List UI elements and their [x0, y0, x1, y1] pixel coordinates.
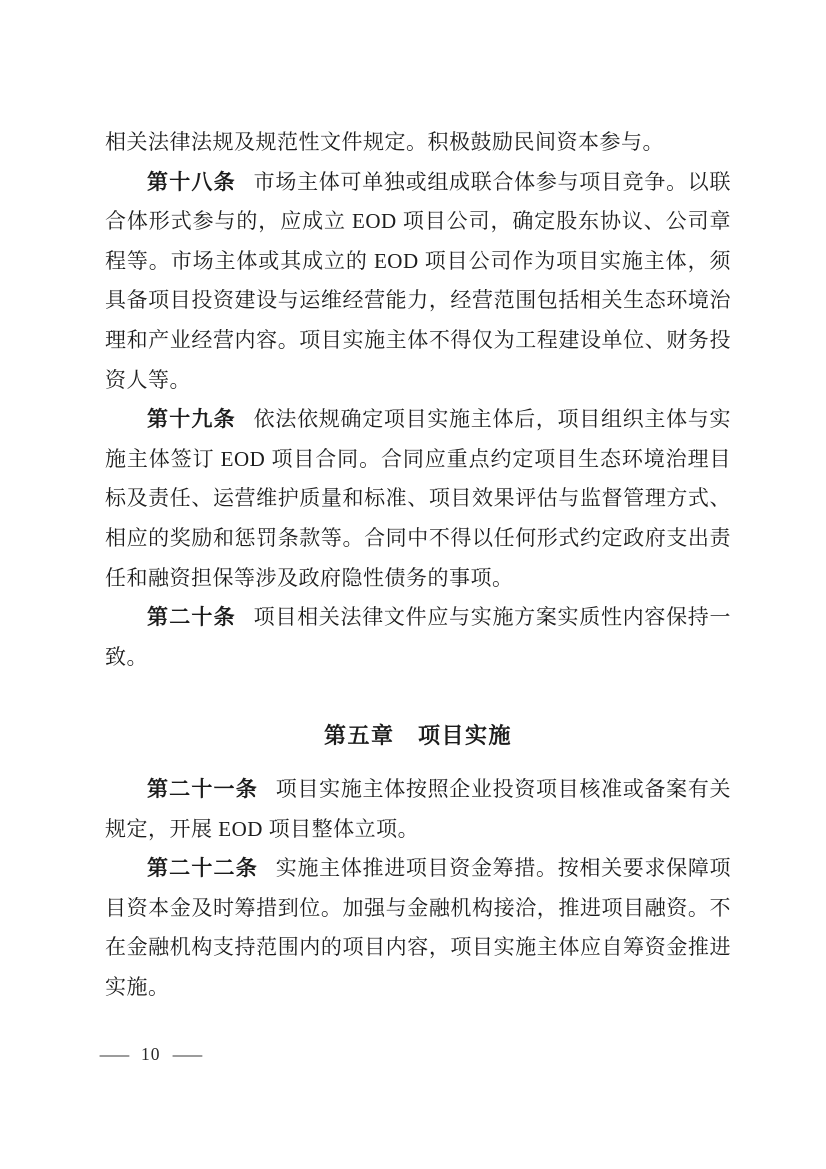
- article-number-label: 第二十条: [147, 606, 236, 630]
- paragraph-text: 依法依规确定项目实施主体后，项目组织主体与实施主体签订 EOD 项目合同。合同应重点约定项目生态环境治理目标及责任、运营维护质量和标准、项目效果评估与监督管理方式、相应的奖励和惩罚条款等。合同中不得以任何形式约定政府支出责任和融资担保等涉及政府隐性债务的事项。: [105, 407, 732, 590]
- footer-dash-left: —: [99, 1042, 130, 1066]
- paragraph-article-19: [105, 400, 731, 598]
- article-number-label: 第十九条: [147, 408, 236, 432]
- paragraph-article-21: [105, 770, 731, 849]
- article-number-label: 第十八条: [147, 170, 236, 194]
- page-footer: [99, 1042, 202, 1067]
- paragraph-text: 市场主体可单独或组成联合体参与项目竞争。以联合体形式参与的，应成立 EOD 项目公司，确定股东协议、公司章程等。市场主体或其成立的 EOD 项目公司作为项目实施主体，须具备项目投资建设与运维经营能力，经营范围包括相关生态环境治理和产业经营内容。项目实施主体不得仅为工程建设单位、财务投资人等。: [105, 169, 732, 392]
- paragraph-text: 项目相关法律文件应与实施方案实质性内容保持一致。: [105, 605, 732, 669]
- page-number: 10: [141, 1044, 161, 1064]
- paragraph-article-22: [105, 849, 731, 1007]
- article-number-label: 第二十一条: [147, 777, 258, 801]
- paragraph-text: 相关法律法规及规范性文件规定。积极鼓励民间资本参与。: [105, 130, 664, 154]
- article-number-label: 第二十二条: [147, 857, 258, 881]
- paragraph-article-20: [105, 598, 731, 677]
- paragraph-continuation: [105, 123, 731, 163]
- page-content: [105, 123, 731, 1007]
- paragraph-text: 项目实施主体按照企业投资项目核准或备案有关规定，开展 EOD 项目整体立项。: [105, 776, 732, 841]
- chapter-heading: 第五章 项目实施: [323, 723, 512, 749]
- paragraph-article-18: [105, 163, 731, 401]
- footer-dash-right: —: [172, 1042, 202, 1066]
- paragraph-text: 实施主体推进项目资金筹措。按相关要求保障项目资本金及时筹措到位。加强与金融机构接洽，推进项目融资。不在金融机构支持范围内的项目内容，项目实施主体应自筹资金推进实施。: [105, 856, 732, 999]
